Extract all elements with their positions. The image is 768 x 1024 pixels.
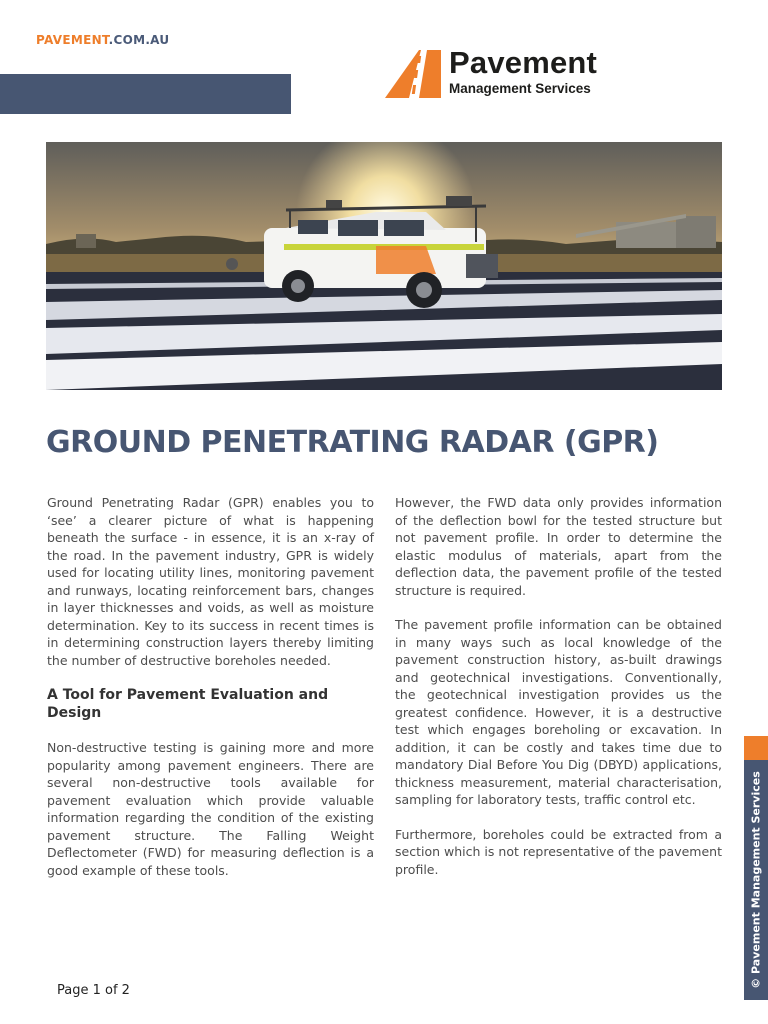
hero-photo bbox=[46, 142, 722, 390]
right-column bbox=[395, 494, 722, 895]
copyright-label bbox=[744, 760, 768, 1000]
site-url-primary: PAVEMENT bbox=[36, 33, 109, 47]
section-heading: A Tool for Pavement Evaluation and Design bbox=[47, 687, 329, 721]
fwd-paragraph: However, the FWD data only provides information of the deflection bowl for the tested structure but not pavement profile. In order to determine the elastic modulus of materials, apart from the deflection data, the pavement profile of the tested structure is required. bbox=[395, 495, 722, 598]
borehole-paragraph: Furthermore, boreholes could be extracted from a section which is not representative of the pavement profile. bbox=[395, 826, 722, 877]
page-title: GROUND PENETRATING RADAR (GPR) bbox=[46, 425, 659, 460]
site-url-suffix: .COM.AU bbox=[108, 33, 170, 47]
profile-paragraph: The pavement profile information can be obtained in many ways such as local knowledge of the pavement construction history, as-built drawings and geotechnical investigations. Conventionally, the geotechnical investigation provides us the greatest confidence. However, it is a destructive test which engages boreholing or excavation. In addition, it can be costly and takes time due to mandatory Dial Before You Dig (DBYD) applications, thickness measurement, material characterisation, sampling for laboratory tests, traffic control etc. bbox=[395, 617, 722, 807]
copyright-text: © Pavement Management Services bbox=[749, 771, 763, 989]
logo-name: Pavement bbox=[449, 45, 598, 80]
page-number: Page 1 of 2 bbox=[57, 983, 130, 998]
company-logo bbox=[385, 46, 645, 100]
header-accent-bar bbox=[0, 74, 291, 114]
road-logo-icon bbox=[385, 50, 441, 98]
survey-vehicle-photo bbox=[46, 142, 722, 390]
left-column bbox=[47, 494, 374, 896]
site-url[interactable] bbox=[36, 33, 169, 47]
side-accent-orange bbox=[744, 736, 768, 760]
ndt-paragraph: Non-destructive testing is gaining more and more popularity among pavement engineers. There are several non-destructive tools available for pavement evaluation which provide valuable information regarding the condition of the existing pavement structure. The Falling Weight Deflectometer (FWD) for measuring deflection is a good example of these tools. bbox=[47, 740, 374, 878]
intro-paragraph: Ground Penetrating Radar (GPR) enables you to ‘see’ a clearer picture of what is happening beneath the surface - in essence, it is an x-ray of the road. In the pavement industry, GPR is widely used for locating utility lines, monitoring pavement and runways, locating reinforcement bars, changes in layer thicknesses and voids, as well as moisture determination. Key to its success in recent times is in determining construction layers thereby limiting the number of destructive boreholes needed. bbox=[47, 495, 374, 668]
logo-subtitle: Management Services bbox=[449, 81, 591, 96]
